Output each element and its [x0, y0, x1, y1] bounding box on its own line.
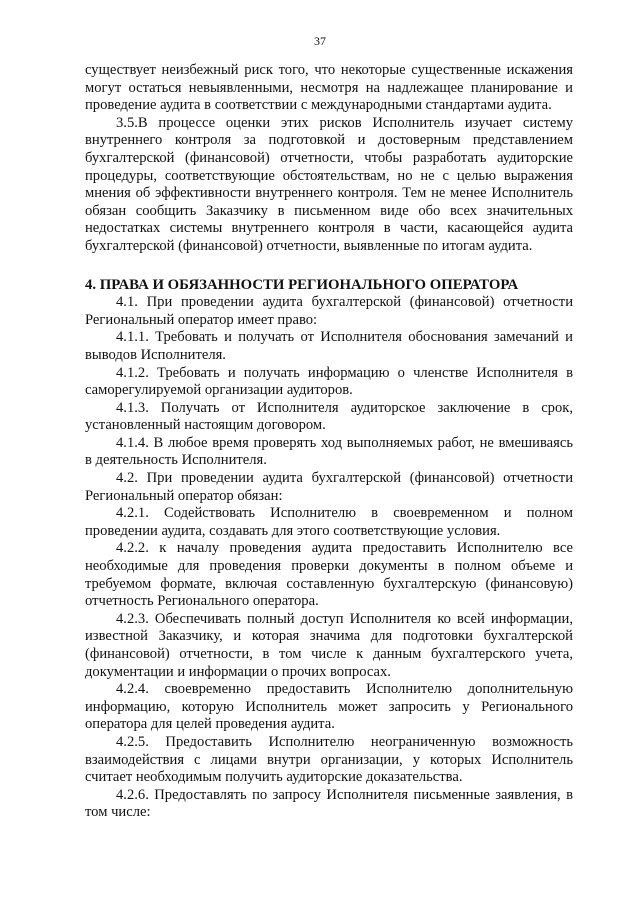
clause-4-2: 4.2. При проведении аудита бухгалтерской (финансовой) отчетности Региональный оператор обязан:: [85, 470, 573, 504]
clause-4-2-1: 4.2.1. Содействовать Исполнителю в своевременном и полном проведении аудита, создавать для этого соответствующие условия.: [85, 505, 573, 539]
clause-4-1-4: 4.1.4. В любое время проверять ход выполняемых работ, не вмешиваясь в деятельность Исполнителя.: [85, 434, 573, 469]
paragraph-continuation: существует неизбежный риск того, что некоторые существенные искажения могут остаться невыявленными, несмотря на надлежащее планирование и проведение аудита в соответствии с международными стандартами аудита.: [85, 62, 573, 114]
section-heading: 4. ПРАВА И ОБЯЗАННОСТИ РЕГИОНАЛЬНОГО ОПЕРАТОРА: [85, 276, 519, 293]
document-body: [85, 62, 573, 822]
paragraph-3-5: 3.5.В процессе оценки этих рисков Исполнитель изучает систему внутреннего контроля за подготовкой и достоверным представлением бухгалтерской (финансовой) отчетности, чтобы разработать аудиторские процедуры, соответствующие обстоятельствам, но не с целью выражения мнения об эффективности внутреннего контроля. Тем не менее Исполнитель обязан сообщить Заказчику в письменном виде обо всех значительных недостатках системы внутреннего контроля в части, касающейся аудита бухгалтерской (финансовой) отчетности, выявленные по итогам аудита.: [85, 114, 573, 254]
clause-4-2-6: 4.2.6. Предоставлять по запросу Исполнителя письменные заявления, в том числе:: [85, 786, 573, 821]
clause-4-1-1: 4.1.1. Требовать и получать от Исполнителя обоснования замечаний и выводов Исполнителя.: [85, 329, 573, 363]
clause-4-1-2: 4.1.2. Требовать и получать информацию о членстве Исполнителя в саморегулируемой организации аудиторов.: [85, 364, 573, 399]
clause-4-2-4: 4.2.4. своевременно предоставить Исполнителю дополнительную информацию, которую Исполнитель может запросить у Регионального оператора для целей проведения аудита.: [85, 681, 573, 733]
clause-4-1-3: 4.1.3. Получать от Исполнителя аудиторское заключение в срок, установленный настоящим договором.: [85, 399, 573, 434]
page-number: 37: [314, 34, 326, 48]
clause-4-2-2: 4.2.2. к началу проведения аудита предоставить Исполнителю все необходимые для проведения проверки документы в полном объеме и требуемом формате, включая составленную бухгалтерскую (финансовую) отчетность Регионального оператора.: [85, 540, 573, 610]
clause-4-1: 4.1. При проведении аудита бухгалтерской (финансовой) отчетности Региональный оператор имеет право:: [85, 294, 573, 328]
clause-4-2-3: 4.2.3. Обеспечивать полный доступ Исполнителя ко всей информации, известной Заказчику, и которая значима для подготовки бухгалтерской (финансовой) отчетности, в том числе к данным бухгалтерского учета, документации и информации о прочих вопросах.: [85, 610, 573, 680]
clause-4-2-5: 4.2.5. Предоставить Исполнителю неограниченную возможность взаимодействия с лицами внутри организации, у которых Исполнитель считает необходимым получить аудиторские доказательства.: [85, 733, 573, 786]
